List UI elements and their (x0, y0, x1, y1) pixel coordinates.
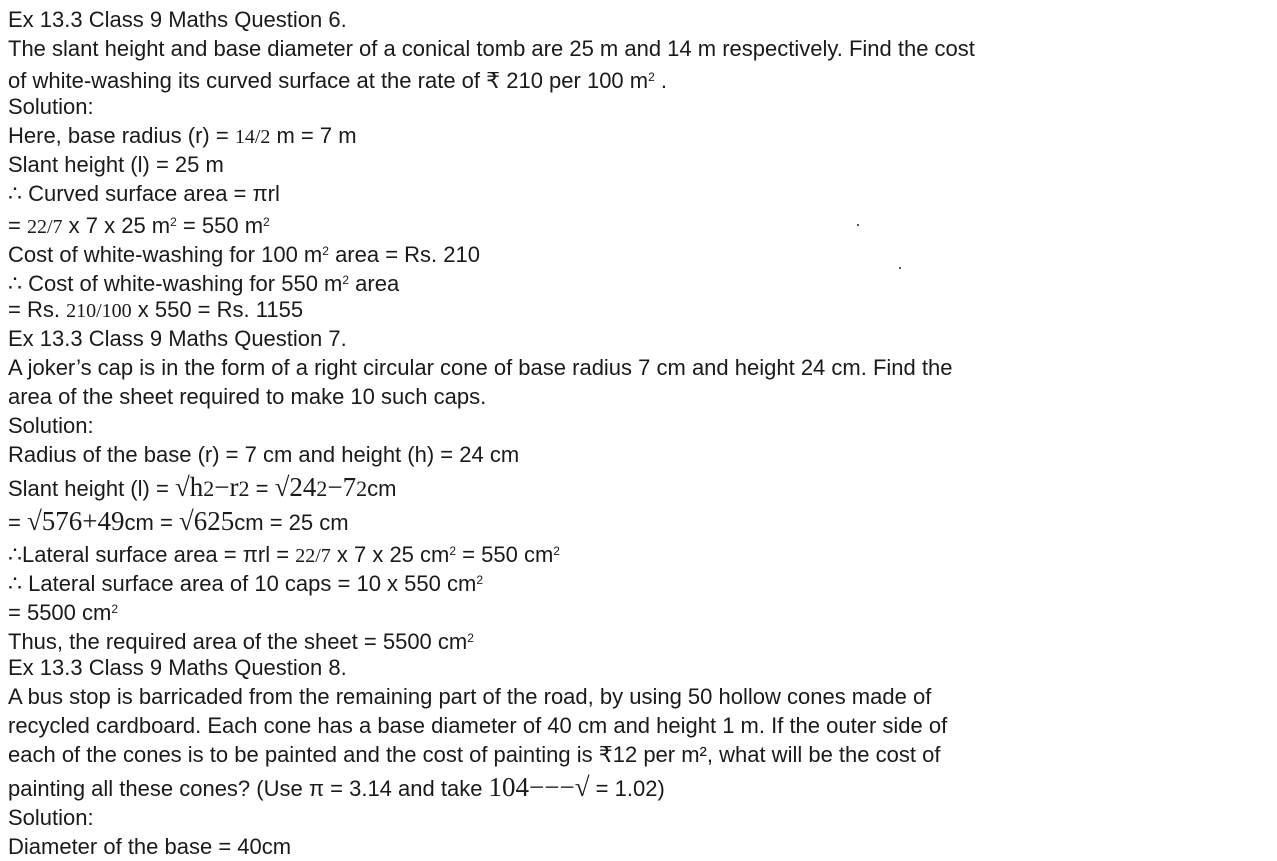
superscript: 2 (449, 544, 457, 558)
root-exponent: 2 (203, 476, 215, 501)
q6-step-cost-550 (8, 266, 1277, 295)
fraction: 22/7 (295, 545, 331, 567)
text: cm = (124, 510, 179, 535)
q7-step-slant-formula (8, 469, 1277, 503)
q6-heading: Ex 13.3 Class 9 Maths Question 6. (8, 7, 347, 32)
q6-text: of white-washing its curved surface at the rate of ₹ 210 per 100 m (8, 68, 649, 93)
q7-heading: Ex 13.3 Class 9 Maths Question 7. (8, 326, 347, 351)
text: Thus, the required area of the sheet = 5500 cm (8, 629, 468, 654)
superscript: 2 (322, 244, 329, 258)
stray-dot (899, 267, 901, 269)
q6-step-csa-value (8, 208, 1277, 237)
text: cm (367, 476, 397, 501)
fraction: 14/2 (234, 126, 271, 148)
superscript: 2 (263, 215, 270, 229)
q7-step-total (8, 595, 1277, 624)
q8-heading: Ex 13.3 Class 9 Maths Question 8. (8, 655, 347, 680)
text: ∴Lateral surface area = πrl = (8, 542, 296, 567)
text: ∴ Lateral surface area of 10 caps = 10 x 550 cm (8, 571, 477, 596)
superscript: 2 (648, 70, 655, 84)
q7-step-given: Radius of the base (r) = 7 cm and height (h) = 24 cm (8, 442, 520, 467)
superscript: 2 (111, 602, 119, 616)
text: x 7 x 25 cm (330, 542, 450, 567)
text: = 5500 cm (8, 600, 112, 625)
q6-step-radius (8, 121, 1277, 150)
text: x 7 x 25 m (62, 213, 171, 238)
fraction: 210/100 (66, 300, 132, 322)
text: = 550 m (176, 213, 264, 238)
root-exponent: 2 (238, 476, 250, 501)
text: area = Rs. 210 (328, 242, 480, 267)
text: painting all these cones? (Use π = 3.14 and take (8, 776, 489, 801)
q7-question-line-2: area of the sheet required to make 10 such caps. (8, 384, 487, 409)
root-part: −7 (327, 472, 357, 502)
q8-step-diameter: Diameter of the base = 40cm (8, 834, 292, 859)
root-part: √24 (274, 472, 317, 502)
square-root-expression (275, 472, 368, 502)
text: = 1.02) (589, 776, 665, 801)
stray-dot (857, 224, 859, 226)
root-part: −r (214, 472, 239, 502)
superscript: 2 (553, 544, 560, 558)
q6-text-end: . (654, 68, 668, 93)
text: m = 7 m (270, 123, 357, 148)
q7-question-line-1: A joker’s cap is in the form of a right circular cone of base radius 7 cm and height 24 cm. Find the (8, 355, 953, 380)
text: Cost of white-washing for 100 m (8, 242, 323, 267)
superscript: 2 (170, 215, 177, 229)
square-root-expression: 104−−−√ (488, 772, 590, 802)
text: Here, base radius (r) = (8, 123, 235, 148)
root-exponent: 2 (316, 476, 328, 501)
text: = 550 cm (456, 542, 554, 567)
text: = (249, 476, 275, 501)
q6-question-line-2 (8, 63, 1277, 92)
text: x 550 = Rs. 1155 (131, 297, 304, 322)
text: ∴ Cost of white-washing for 550 m (8, 271, 343, 296)
root-part: √h (174, 472, 204, 502)
q7-step-answer (8, 624, 1277, 653)
text: = (8, 510, 27, 535)
q8-solution-label: Solution: (8, 805, 94, 830)
square-root-expression: √576+49 (26, 506, 125, 536)
q8-question-line-3: each of the cones is to be painted and the cost of painting is ₹12 per m², what will be the cost of (8, 742, 941, 767)
text: Slant height (l) = (8, 476, 175, 501)
superscript: 2 (467, 631, 474, 645)
text: = (8, 213, 27, 238)
q6-solution-label: Solution: (8, 94, 94, 119)
q8-question-line-4 (8, 769, 1277, 803)
q6-step-csa-formula: ∴ Curved surface area = πrl (8, 181, 280, 206)
q6-question-line-1: The slant height and base diameter of a conical tomb are 25 m and 14 m respectively. Find the cost (8, 36, 975, 61)
square-root-expression (175, 472, 250, 502)
q7-step-lsa-10-caps (8, 566, 1277, 595)
q8-question-line-2: recycled cardboard. Each cone has a base diameter of 40 cm and height 1 m. If the outer side of (8, 713, 948, 738)
square-root-expression: √625 (178, 506, 235, 536)
q6-step-cost-100 (8, 237, 1277, 266)
text: = Rs. (8, 297, 67, 322)
q7-solution-label: Solution: (8, 413, 94, 438)
root-exponent: 2 (356, 476, 368, 501)
q8-question-line-1: A bus stop is barricaded from the remaining part of the road, by using 50 hollow cones made of (8, 684, 932, 709)
text: area (349, 271, 400, 296)
q7-step-slant-value (8, 503, 1277, 537)
q7-step-lsa (8, 537, 1277, 566)
q6-step-answer (8, 295, 1277, 324)
text: cm = 25 cm (234, 510, 349, 535)
superscript: 2 (476, 573, 484, 587)
q6-step-slant-height: Slant height (l) = 25 m (8, 152, 224, 177)
superscript: 2 (342, 273, 350, 287)
fraction: 22/7 (26, 216, 63, 238)
